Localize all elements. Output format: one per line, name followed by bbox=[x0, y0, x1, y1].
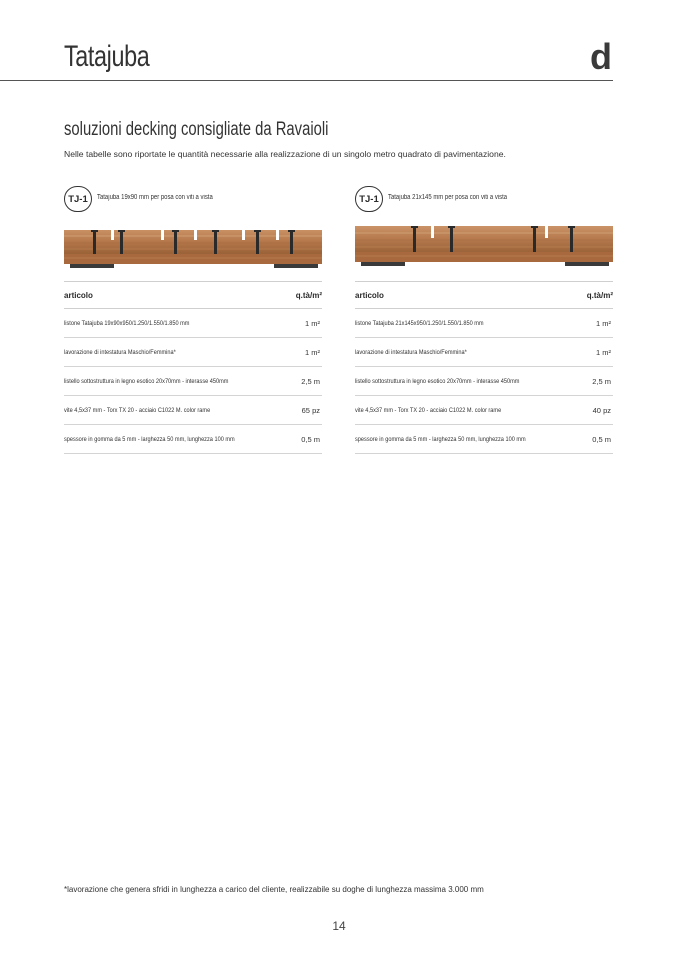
item-text: lavorazione di intestatura Maschio/Femmina* bbox=[64, 348, 176, 356]
table-row bbox=[355, 396, 613, 425]
item-cell bbox=[64, 367, 292, 396]
table-row bbox=[64, 396, 322, 425]
item-cell bbox=[355, 396, 583, 425]
qty-cell: 2,5 m bbox=[583, 367, 613, 396]
materials-table bbox=[64, 281, 322, 454]
item-cell bbox=[64, 338, 292, 367]
column-header-item: articolo bbox=[355, 282, 583, 309]
item-cell bbox=[64, 309, 292, 338]
panel-header bbox=[64, 186, 322, 214]
table-row bbox=[64, 309, 322, 338]
decking-panel-19x90 bbox=[64, 186, 322, 444]
page-number: 14 bbox=[332, 919, 346, 933]
table-header-row bbox=[64, 282, 322, 309]
item-text: vite 4,5x37 mm - Torx TX 20 - acciaio C1022 M. color rame bbox=[355, 406, 502, 414]
panel-header bbox=[355, 186, 613, 214]
item-text: vite 4,5x37 mm - Torx TX 20 - acciaio C1022 M. color rame bbox=[64, 406, 211, 414]
materials-table bbox=[355, 281, 613, 454]
title-divider bbox=[0, 80, 613, 81]
column-header-item: articolo bbox=[64, 282, 292, 309]
item-cell bbox=[355, 309, 583, 338]
table-row bbox=[355, 309, 613, 338]
decking-panel-21x145 bbox=[355, 186, 613, 444]
item-text: spessore in gomma da 5 mm - larghezza 50 mm, lunghezza 100 mm bbox=[355, 435, 526, 443]
qty-cell: 1 m² bbox=[583, 309, 613, 338]
item-text: listone Tatajuba 21x145x950/1.250/1.550/1.850 mm bbox=[355, 319, 484, 327]
table-row bbox=[355, 338, 613, 367]
item-text: lavorazione di intestatura Maschio/Femmina* bbox=[355, 348, 467, 356]
item-text: listello sottostruttura in legno esotico 20x70mm - interasse 450mm bbox=[64, 377, 229, 385]
section-letter: d bbox=[590, 36, 612, 77]
item-cell bbox=[355, 338, 583, 367]
product-code-badge: TJ-1 bbox=[355, 186, 383, 212]
footnote: *lavorazione che genera sfridi in lunghezza a carico del cliente, realizzabile su doghe di lunghezza massima 3.000 mm bbox=[64, 885, 484, 894]
table-row bbox=[64, 338, 322, 367]
qty-cell: 1 m² bbox=[292, 309, 322, 338]
qty-cell: 0,5 m bbox=[583, 425, 613, 454]
qty-cell: 0,5 m bbox=[292, 425, 322, 454]
product-code-badge: TJ-1 bbox=[64, 186, 92, 212]
item-text: listone Tatajuba 19x90x950/1.250/1.550/1.850 mm bbox=[64, 319, 190, 327]
column-header-qty: q.tà/m² bbox=[292, 282, 322, 309]
table-header-row bbox=[355, 282, 613, 309]
intro-text: Nelle tabelle sono riportate le quantità necessarie alla realizzazione di un singolo metro quadrato di pavimentazione. bbox=[64, 149, 506, 159]
qty-cell: 40 pz bbox=[583, 396, 613, 425]
qty-cell: 2,5 m bbox=[292, 367, 322, 396]
panel-caption: Tatajuba 21x145 mm per posa con viti a vista bbox=[388, 194, 508, 201]
item-cell bbox=[355, 367, 583, 396]
table-row bbox=[355, 425, 613, 454]
table-row bbox=[64, 425, 322, 454]
qty-cell: 65 pz bbox=[292, 396, 322, 425]
panel-caption: Tatajuba 19x90 mm per posa con viti a vista bbox=[97, 194, 213, 201]
item-text: spessore in gomma da 5 mm - larghezza 50 mm, lunghezza 100 mm bbox=[64, 435, 235, 443]
qty-cell: 1 m² bbox=[292, 338, 322, 367]
table-row bbox=[64, 367, 322, 396]
item-cell bbox=[64, 396, 292, 425]
item-cell bbox=[355, 425, 583, 454]
column-header-qty: q.tà/m² bbox=[583, 282, 613, 309]
item-cell bbox=[64, 425, 292, 454]
page-title: Tatajuba bbox=[64, 40, 150, 73]
item-text: listello sottostruttura in legno esotico 20x70mm - interasse 450mm bbox=[355, 377, 520, 385]
qty-cell: 1 m² bbox=[583, 338, 613, 367]
table-row bbox=[355, 367, 613, 396]
decking-cross-section-illustration bbox=[64, 230, 322, 270]
section-subtitle: soluzioni decking consigliate da Ravaioli bbox=[64, 119, 329, 140]
decking-cross-section-illustration bbox=[355, 226, 613, 268]
